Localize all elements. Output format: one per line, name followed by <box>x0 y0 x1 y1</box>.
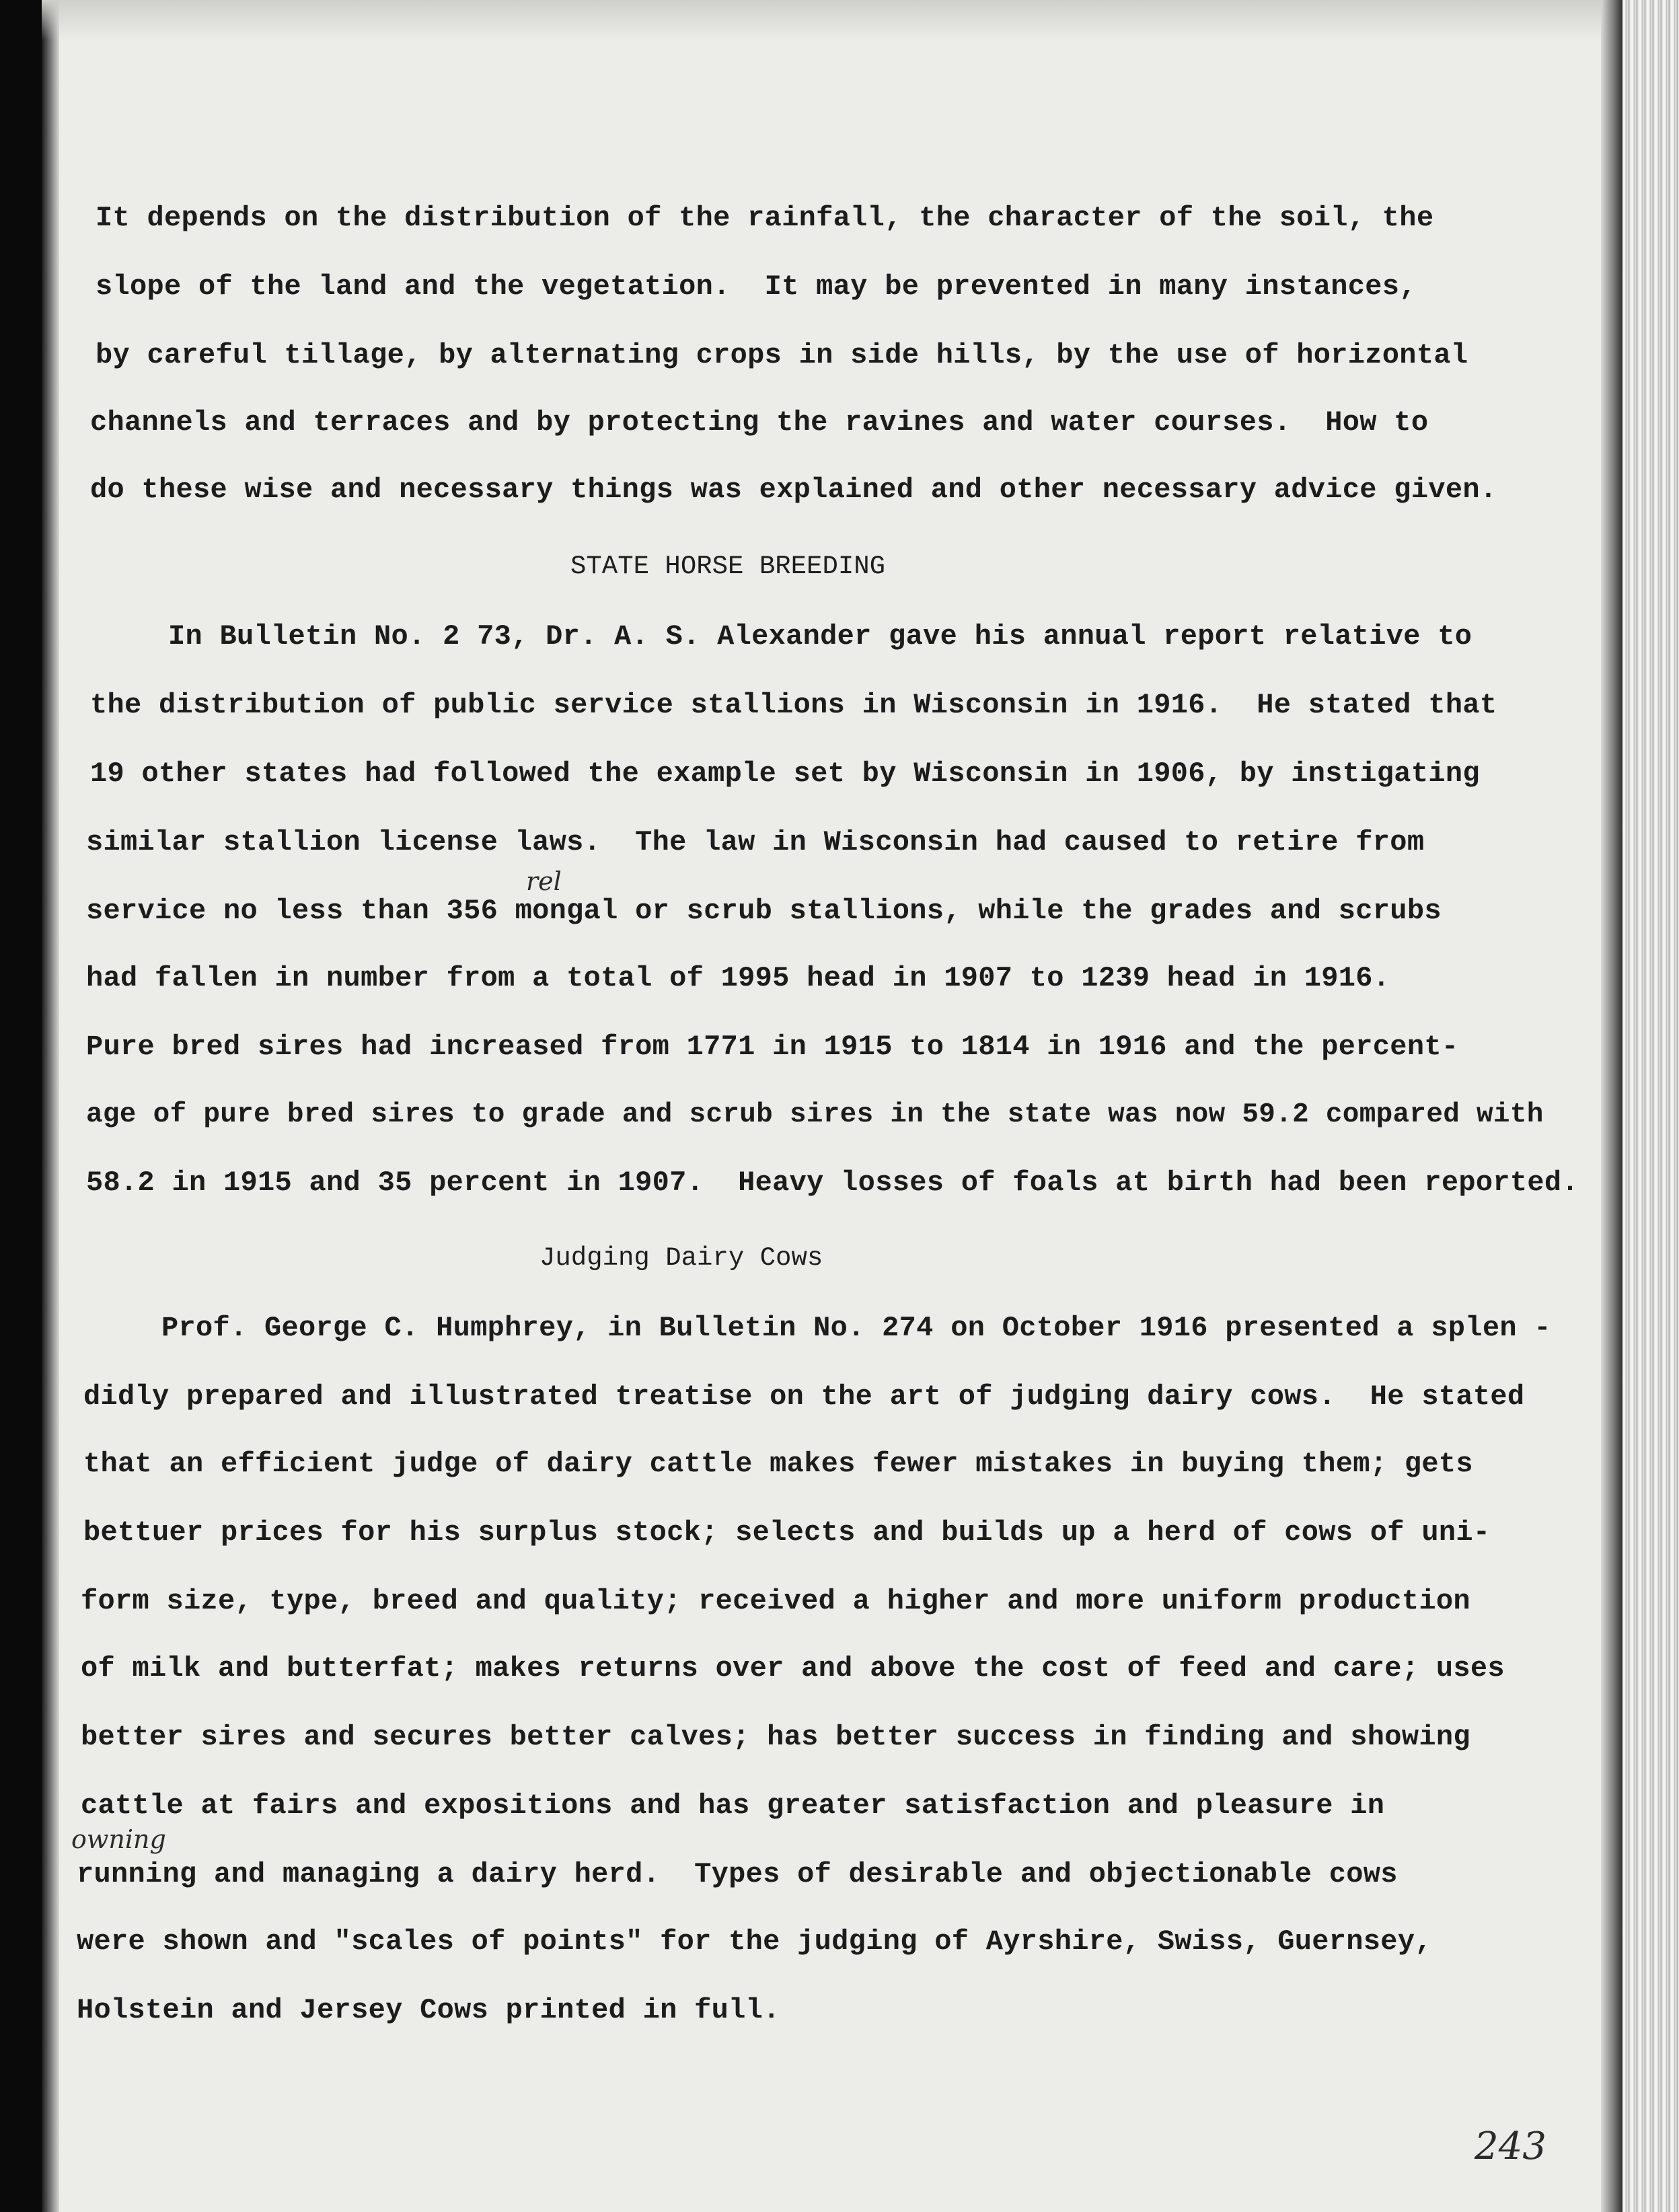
text-line: In Bulletin No. 2 73, Dr. A. S. Alexander gave his annual report relative to <box>168 620 1472 653</box>
text-line: Pure bred sires had increased from 1771 in 1915 to 1814 in 1916 and the percent- <box>86 1031 1459 1063</box>
text-line: service no less than 356 mongal or scrub stallions, while the grades and scrubs <box>86 895 1442 927</box>
text-line: Prof. George C. Humphrey, in Bulletin No. 274 on October 1916 presented a splen - <box>161 1312 1551 1344</box>
page-stack-edge <box>1622 0 1679 2212</box>
text-line: Holstein and Jersey Cows printed in full. <box>77 1994 780 2026</box>
handwritten-correction: rel <box>526 867 562 896</box>
text-line: cattle at fairs and expositions and has greater satisfaction and pleasure in <box>81 1790 1385 1822</box>
text-line: bettuer prices for his surplus stock; selects and builds up a herd of cows of uni- <box>83 1516 1491 1549</box>
page-top-shadow <box>42 0 1622 40</box>
text-line: age of pure bred sires to grade and scrub sires in the state was now 59.2 compared with <box>86 1099 1544 1130</box>
text-line: the distribution of public service stallions in Wisconsin in 1916. He stated that <box>90 689 1497 721</box>
book-gutter-shadow <box>1601 0 1622 2212</box>
text-line: had fallen in number from a total of 1995 head in 1907 to 1239 head in 1916. <box>86 962 1390 994</box>
document-page <box>42 0 1622 2212</box>
text-line: running and managing a dairy herd. Types of desirable and objectionable cows <box>77 1858 1398 1890</box>
text-line: that an efficient judge of dairy cattle makes fewer mistakes in buying them; gets <box>83 1448 1473 1480</box>
text-line: 58.2 in 1915 and 35 percent in 1907. Heavy losses of foals at birth had been reported. <box>86 1167 1579 1199</box>
section-heading: Judging Dairy Cows <box>539 1243 823 1273</box>
text-line: were shown and "scales of points" for the judging of Ayrshire, Swiss, Guernsey, <box>77 1925 1432 1958</box>
text-line: 19 other states had followed the example set by Wisconsin in 1906, by instigating <box>90 758 1480 790</box>
text-line: form size, type, breed and quality; received a higher and more uniform production <box>81 1585 1470 1617</box>
text-line: similar stallion license laws. The law in Wisconsin had caused to retire from <box>86 826 1425 858</box>
text-line: didly prepared and illustrated treatise on the art of judging dairy cows. He stated <box>83 1380 1525 1413</box>
section-heading: STATE HORSE BREEDING <box>570 552 886 581</box>
handwritten-correction: owning <box>71 1824 166 1854</box>
text-line: do these wise and necessary things was explained and other necessary advice given. <box>90 474 1497 506</box>
page-left-edge-shadow <box>42 0 59 2212</box>
text-line: slope of the land and the vegetation. It may be prevented in many instances, <box>96 270 1417 303</box>
page-number: 243 <box>1475 2125 1546 2168</box>
text-line: It depends on the distribution of the rainfall, the character of the soil, the <box>96 202 1434 234</box>
text-line: of milk and butterfat; makes returns over and above the cost of feed and care; uses <box>81 1652 1505 1685</box>
text-line: channels and terraces and by protecting the ravines and water courses. How to <box>90 406 1429 439</box>
text-line: by careful tillage, by alternating crops in side hills, by the use of horizontal <box>96 339 1468 371</box>
text-line: better sires and secures better calves; has better success in finding and showing <box>81 1721 1470 1753</box>
